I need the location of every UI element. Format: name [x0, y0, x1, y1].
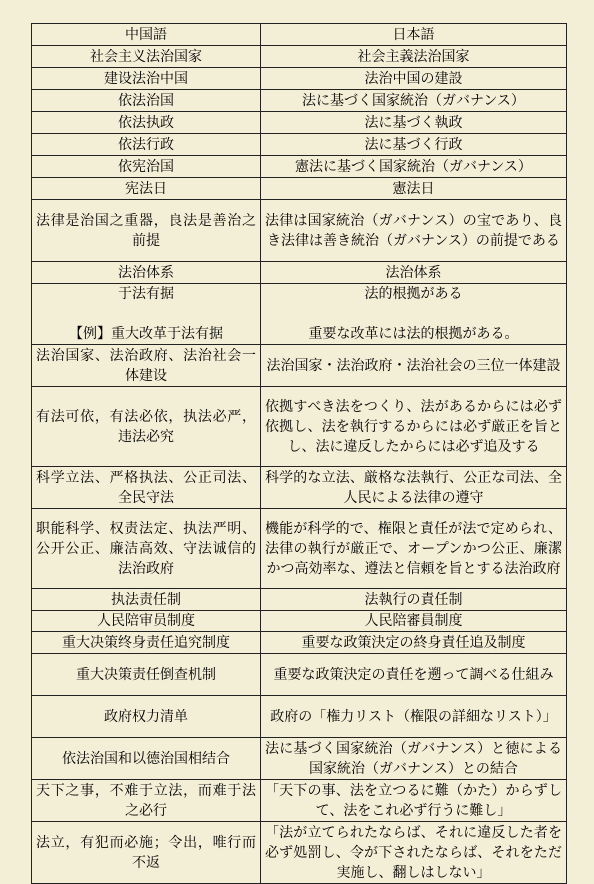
chinese-term: 有法可依，有法必依，执法必严，违法必究	[32, 387, 261, 467]
table-row	[32, 632, 567, 654]
japanese-term: 法治中国の建設	[261, 68, 567, 90]
japanese-term: 政府の「権力リスト（権限の詳細なリスト）」	[261, 696, 567, 738]
table-row	[32, 345, 567, 387]
chinese-term: 依法执政	[32, 112, 261, 134]
chinese-term: 依法行政	[32, 134, 261, 156]
japanese-term: 憲法日	[261, 178, 567, 200]
table-row	[32, 46, 567, 68]
table-row	[32, 112, 567, 134]
header-chinese: 中国語	[32, 24, 261, 46]
header-japanese: 日本語	[261, 24, 567, 46]
chinese-term: 职能科学、权责法定、执法严明、公开公正、廉洁高效、守法诚信的法治政府	[32, 509, 261, 589]
japanese-term: 法に基づく執政	[261, 112, 567, 134]
japanese-term-with-example	[261, 284, 567, 345]
japanese-term: 「法が立てられたならば、それに違反した者を必ず処罰し、令が下されたならば、それをただ実施し、翻しはしない」	[261, 822, 567, 884]
glossary-sheet	[31, 23, 566, 884]
japanese-term: 法治体系	[261, 262, 567, 284]
japanese-term: 法律は国家統治（ガバナンス）の宝であり、良き法律は善き統治（ガバナンス）の前提である	[261, 200, 567, 262]
table-row	[32, 654, 567, 696]
table-row	[32, 68, 567, 90]
table-row	[32, 200, 567, 262]
japanese-term: 法に基づく国家統治（ガバナンス）と徳による国家統治（ガバナンス）との結合	[261, 738, 567, 780]
table-row	[32, 178, 567, 200]
chinese-term: 法治体系	[32, 262, 261, 284]
chinese-example: 【例】重大改革于法有据	[69, 326, 223, 342]
chinese-term: 重大决策终身责任追究制度	[32, 632, 261, 654]
chinese-term: 人民陪审员制度	[32, 611, 261, 632]
japanese-term: 法に基づく行政	[261, 134, 567, 156]
table-row	[32, 134, 567, 156]
chinese-term: 天下之事，不难于立法，而难于法之必行	[32, 780, 261, 822]
japanese-term: 法に基づく国家統治（ガバナンス）	[261, 90, 567, 112]
chinese-term: 法立，有犯而必施；令出，唯行而不返	[32, 822, 261, 884]
table-row	[32, 156, 567, 178]
japanese-term: 科学的な立法、厳格な法執行、公正な司法、全人民による法律の遵守	[261, 467, 567, 509]
table-row	[32, 90, 567, 112]
table-row	[32, 262, 567, 284]
chinese-term: 宪法日	[32, 178, 261, 200]
chinese-term: 依法治国和以德治国相结合	[32, 738, 261, 780]
chinese-term: 建设法治中国	[32, 68, 261, 90]
chinese-term: 社会主义法治国家	[32, 46, 261, 68]
table-row	[32, 780, 567, 822]
chinese-term-with-example	[32, 284, 261, 345]
japanese-term: 法治国家・法治政府・法治社会の三位一体建設	[261, 345, 567, 387]
japanese-term: 社会主義法治国家	[261, 46, 567, 68]
table-row	[32, 509, 567, 589]
chinese-term: 依法治国	[32, 90, 261, 112]
table-row	[32, 467, 567, 509]
chinese-term: 政府权力清单	[32, 696, 261, 738]
japanese-term: 法的根拠がある	[364, 286, 463, 302]
chinese-term: 依宪治国	[32, 156, 261, 178]
table-row	[32, 284, 567, 345]
japanese-term: 「天下の事、法を立つるに難（かた）からずして、法をこれ必ず行うに難し」	[261, 780, 567, 822]
table-row	[32, 696, 567, 738]
table-row	[32, 738, 567, 780]
table-row	[32, 387, 567, 467]
japanese-term: 法執行の責任制	[261, 589, 567, 611]
chinese-term: 科学立法、严格执法、公正司法、全民守法	[32, 467, 261, 509]
table-header-row	[32, 24, 567, 46]
japanese-term: 憲法に基づく国家統治（ガバナンス）	[261, 156, 567, 178]
table-row	[32, 589, 567, 611]
chinese-term: 重大决策责任倒查机制	[32, 654, 261, 696]
japanese-term: 重要な政策決定の終身責任追及制度	[261, 632, 567, 654]
chinese-term: 执法责任制	[32, 589, 261, 611]
japanese-term: 人民陪審員制度	[261, 611, 567, 632]
chinese-term: 于法有据	[118, 286, 174, 302]
japanese-term: 依拠すべき法をつくり、法があるからには必ず依拠し、法を執行するからには必ず厳正を旨とし、法に違反したからには必ず追及する	[261, 387, 567, 467]
japanese-term: 機能が科学的で、権限と責任が法で定められ、法律の執行が厳正で、オープンかつ公正、廉潔かつ高効率な、遵法と信頼を旨とする法治政府	[261, 509, 567, 589]
table-row	[32, 822, 567, 884]
chinese-term: 法律是治国之重器，良法是善治之前提	[32, 200, 261, 262]
chinese-term: 法治国家、法治政府、法治社会一体建设	[32, 345, 261, 387]
table-row	[32, 611, 567, 632]
japanese-term: 重要な政策決定の責任を遡って調べる仕組み	[261, 654, 567, 696]
japanese-example: 重要な改革には法的根拠がある。	[308, 326, 519, 342]
glossary-table	[31, 23, 567, 884]
